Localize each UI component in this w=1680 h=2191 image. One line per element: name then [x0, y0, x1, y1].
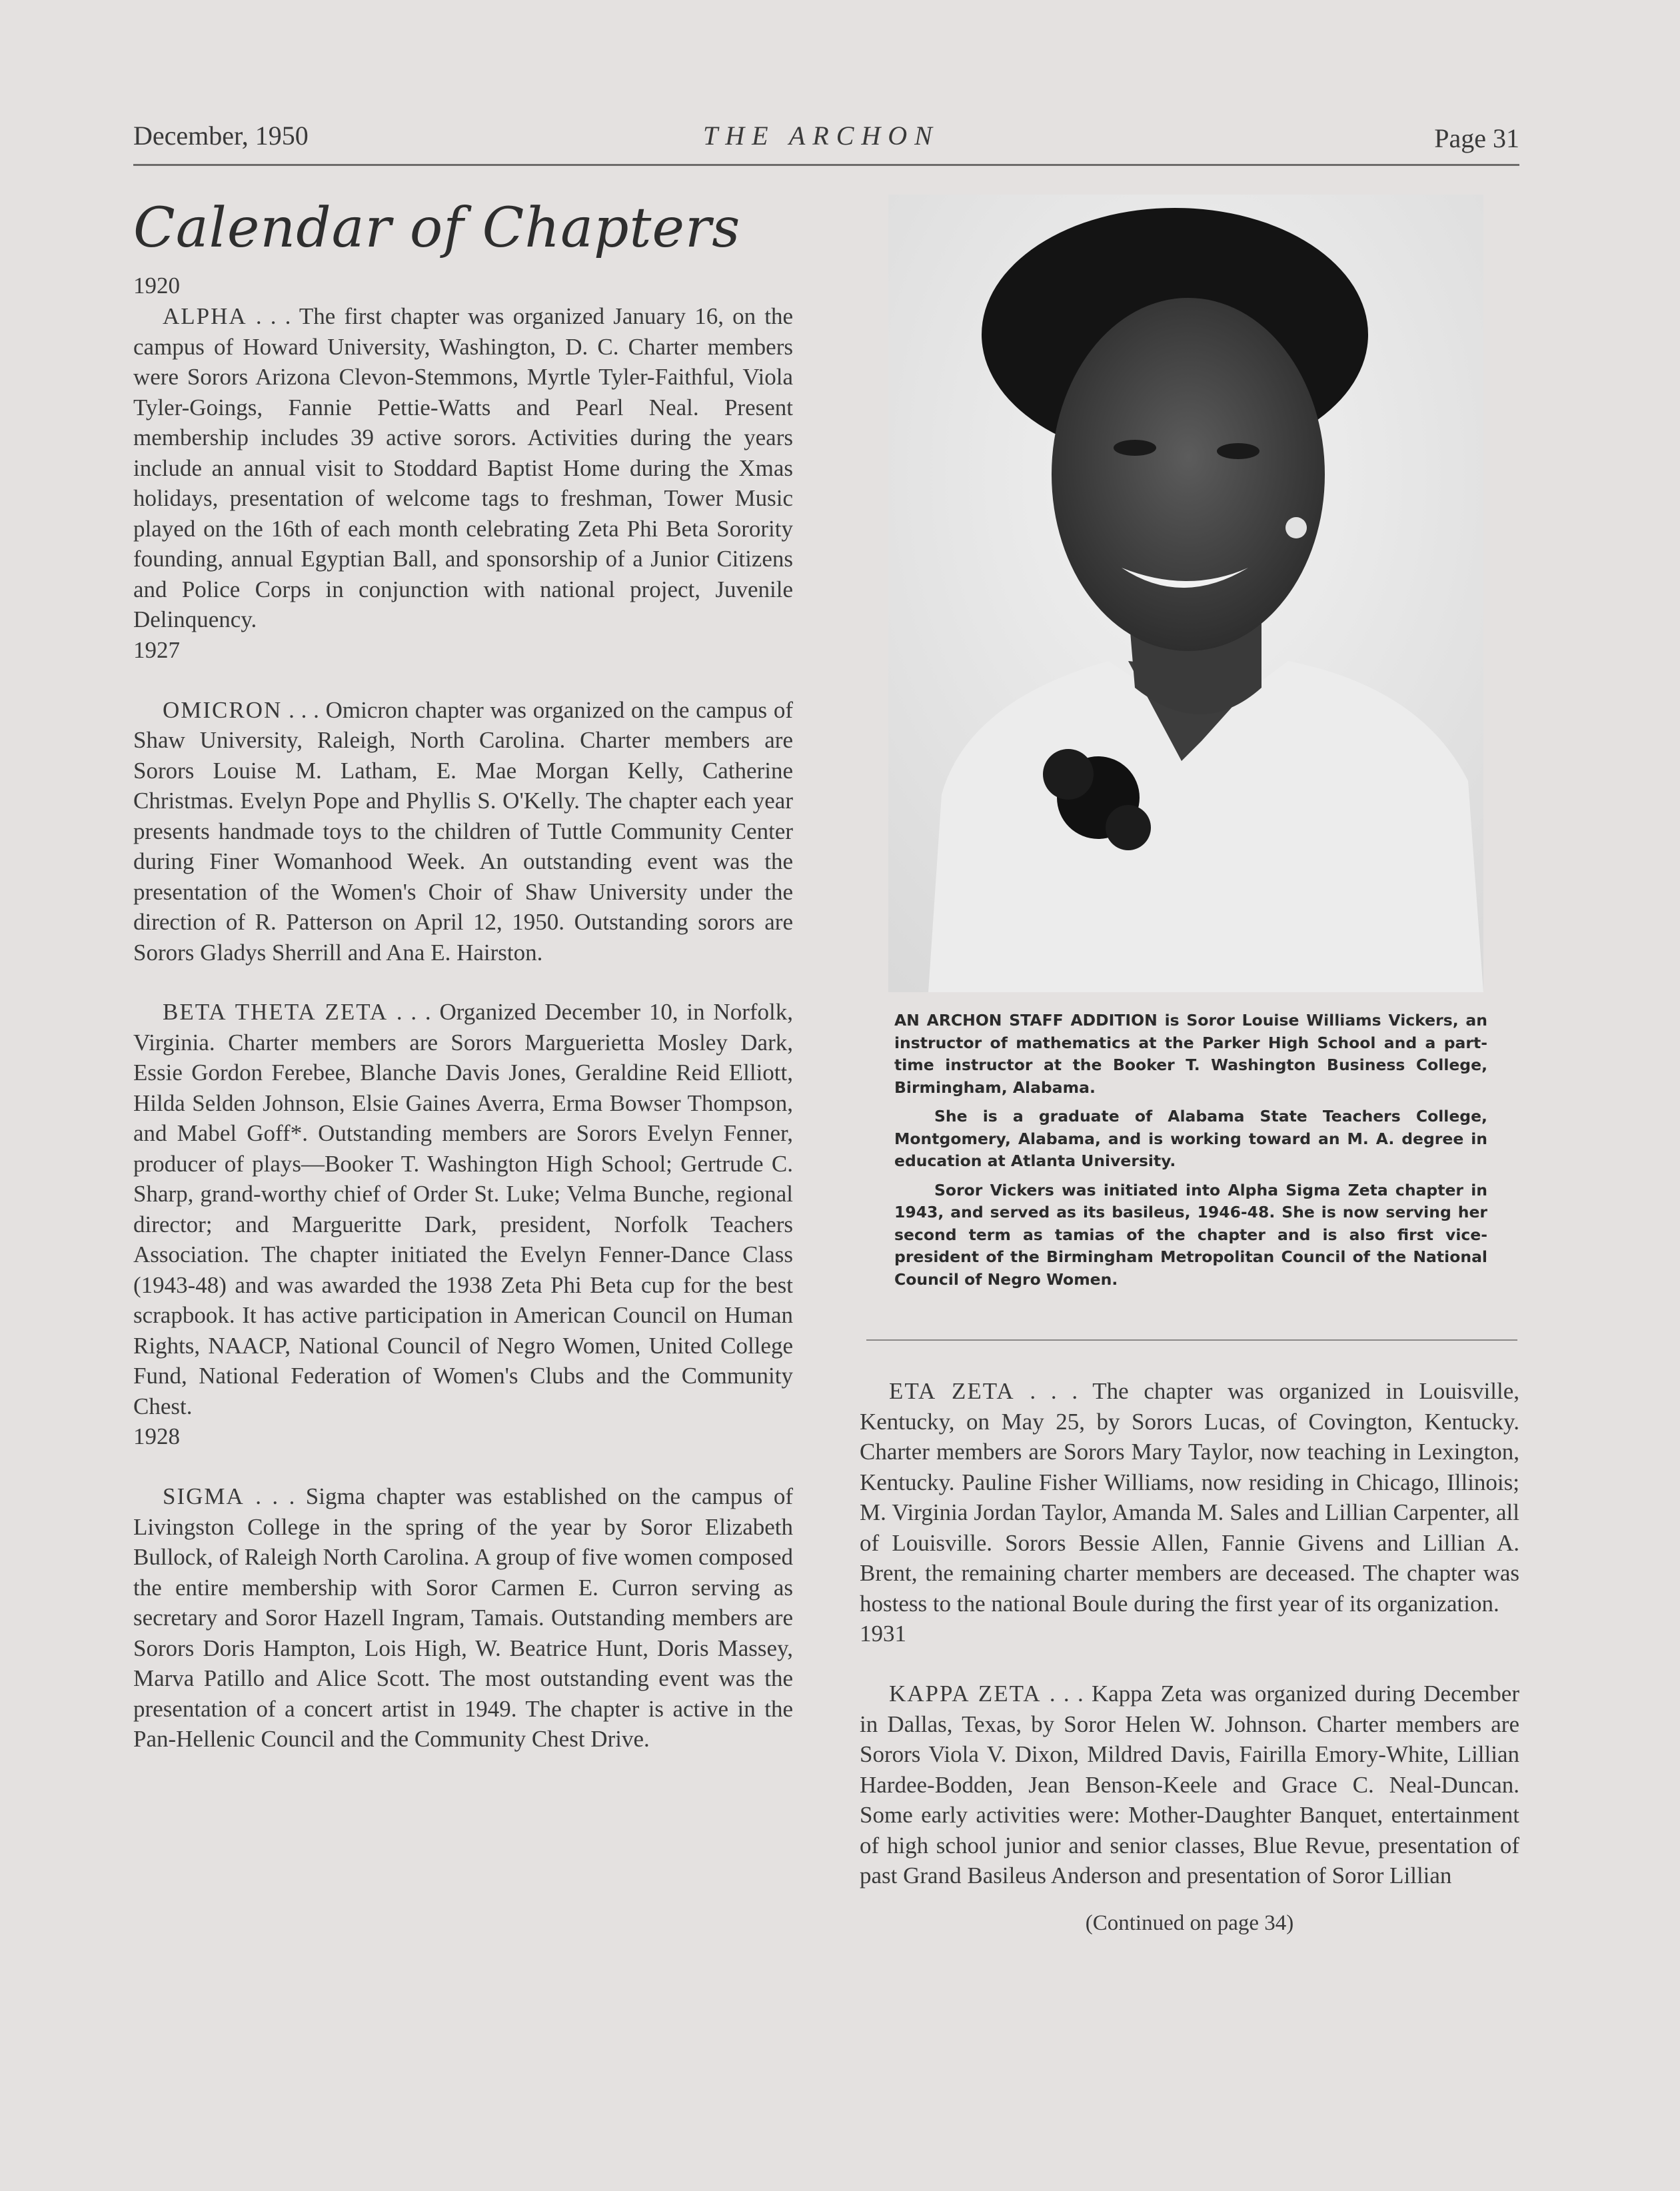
- page-number: Page 31: [1434, 123, 1519, 153]
- left-column: [133, 195, 793, 1755]
- chapter-entry-alpha: [133, 301, 793, 635]
- year-heading: 1928: [133, 1423, 180, 1449]
- chapter-entry-eta-zeta: [860, 1376, 1519, 1619]
- chapter-text: . . . The chapter was organized in Louisville, Kentucky, on May 25, by Sorors Lucas, of Covington, Kentucky. Charter members are Sorors Mary Taylor, now teaching in Lexington, Kentucky. Pauline Fisher Williams, now residing in Chicago, Illinois; M. Virginia Jordan Taylor, Amanda M. Sales and Lillian Carpenter, all of Louisville. Sorors Bessie Allen, Fannie Givens and Lillian A. Brent, the remaining charter members are deceased. The chapter was hostess to the national Boule during the first year of its organization.: [860, 1378, 1519, 1617]
- chapter-entry-beta-theta-zeta: [133, 997, 793, 1421]
- year-heading: 1931: [860, 1621, 906, 1647]
- continued-note: (Continued on page 34): [1085, 1910, 1294, 1935]
- page-header: [133, 120, 1519, 160]
- page-title: Calendar of Chapters: [133, 197, 741, 260]
- caption-divider: [866, 1339, 1517, 1341]
- year-heading: 1920: [133, 273, 180, 299]
- magazine-title: THE ARCHON: [703, 121, 940, 151]
- issue-date: December, 1950: [133, 121, 309, 151]
- chapter-name: SIGMA: [163, 1483, 245, 1509]
- chapter-name: ALPHA: [163, 303, 247, 329]
- chapter-entry-sigma: [133, 1481, 793, 1755]
- portrait-photo: [888, 195, 1483, 992]
- year-heading: 1927: [133, 636, 180, 663]
- photo-caption: [894, 1010, 1487, 1297]
- portrait-illustration: [888, 195, 1483, 992]
- chapter-text: . . . Organized December 10, in Norfolk, Virginia. Charter members are Sorors Marguerietta Mosley Dark, Essie Gordon Ferebee, Blanche Davis Jones, Geraldine Reid Elliott, Hilda Selden Johnson, Elsie Gaines Averra, Erma Bowser Thompson, and Mabel Goff*. Outstanding members are Sorors Evelyn Fenner, producer of plays—Booker T. Washington High School; Gertrude C. Sharp, grand-worthy chief of Order St. Luke; Velma Bunche, regional director; and Margueritte Dark, president, Norfolk Teachers Association. The chapter initiated the Evelyn Fenner-Dance Class (1943-48) and was awarded the 1938 Zeta Phi Beta cup for the best scrapbook. It has active participation in American Council on Human Rights, NAACP, National Council of Negro Women, United College Fund, National Federation of Women's Clubs and the Community Chest.: [133, 999, 793, 1419]
- chapter-text: . . . Kappa Zeta was organized during December in Dallas, Texas, by Soror Helen W. Johnson. Charter members are Sorors Viola V. Dixon, Mildred Davis, Fairilla Emory-White, Lillian Hardee-Bodden, Jean Benson-Keele and Grace C. Neal-Duncan. Some early activities were: Mother-Daughter Banquet, entertainment of high school junior and senior classes, Blue Revue, presentation of past Grand Basileus Anderson and presentation of Soror Lillian: [860, 1681, 1519, 1888]
- right-column: [860, 1376, 1519, 1936]
- chapter-text: . . . Omicron chapter was organized on the campus of Shaw University, Raleigh, North Carolina. Charter members are Sorors Louise M. Latham, E. Mae Morgan Kelly, Catherine Christmas. Evelyn Pope and Phyllis S. O'Kelly. The chapter each year presents handmade toys to the children of Tuttle Community Center during Finer Womanhood Week. An outstanding event was the presentation of the Women's Choir of Shaw University under the direction of R. Patterson on April 12, 1950. Outstanding sorors are Sorors Gladys Sherrill and Ana E. Hairston.: [133, 696, 793, 966]
- caption-paragraph: AN ARCHON STAFF ADDITION is Soror Louise Williams Vickers, an instructor of mathematics at the Parker High School and a part-time instructor at the Booker T. Washington Business College, Birmingham, Alabama.: [894, 1011, 1487, 1097]
- chapter-entry-omicron: [133, 695, 793, 968]
- header-rule: [133, 164, 1519, 166]
- chapter-text: . . . Sigma chapter was established on the campus of Livingston College in the spring of the year by Soror Elizabeth Bullock, of Raleigh North Carolina. A group of five women composed the entire membership with Soror Carmen E. Curron serving as secretary and Soror Hazell Ingram, Tamais. Outstanding members are Sorors Doris Hampton, Lois High, W. Beatrice Hunt, Doris Massey, Marva Patillo and Alice Scott. The most outstanding event was the presentation of a concert artist in 1949. The chapter is active in the Pan-Hellenic Council and the Community Chest Drive.: [133, 1483, 793, 1752]
- chapter-name: BETA THETA ZETA: [163, 999, 389, 1025]
- caption-paragraph: She is a graduate of Alabama State Teachers College, Montgomery, Alabama, and is working toward an M. A. degree in education at Atlanta University.: [894, 1107, 1487, 1170]
- chapter-entry-kappa-zeta: [860, 1679, 1519, 1891]
- chapter-text: . . . The first chapter was organized January 16, on the campus of Howard University, Washington, D. C. Charter members were Sorors Arizona Clevon-Stemmons, Myrtle Tyler-Faithful, Viola Tyler-Goings, Fannie Pettie-Watts and Pearl Neal. Present membership includes 39 active sorors. Activities during the years include an annual visit to Stoddard Baptist Home during the Xmas holidays, presentation of welcome tags to freshman, Tower Music played on the 16th of each month celebrating Zeta Phi Beta Sorority founding, annual Egyptian Ball, and sponsorship of a Junior Citizens and Police Corps in conjunction with national project, Juvenile Delinquency.: [133, 303, 793, 632]
- caption-paragraph: Soror Vickers was initiated into Alpha Sigma Zeta chapter in 1943, and served as its basileus, 1946-48. She is now serving her second term as tamias of the chapter and is also first vice-president of the Birmingham Metropolitan Council of the National Council of Negro Women.: [894, 1180, 1487, 1289]
- chapter-name: OMICRON: [163, 696, 283, 723]
- chapter-name: ETA ZETA: [889, 1378, 1015, 1404]
- chapter-name: KAPPA ZETA: [889, 1681, 1042, 1707]
